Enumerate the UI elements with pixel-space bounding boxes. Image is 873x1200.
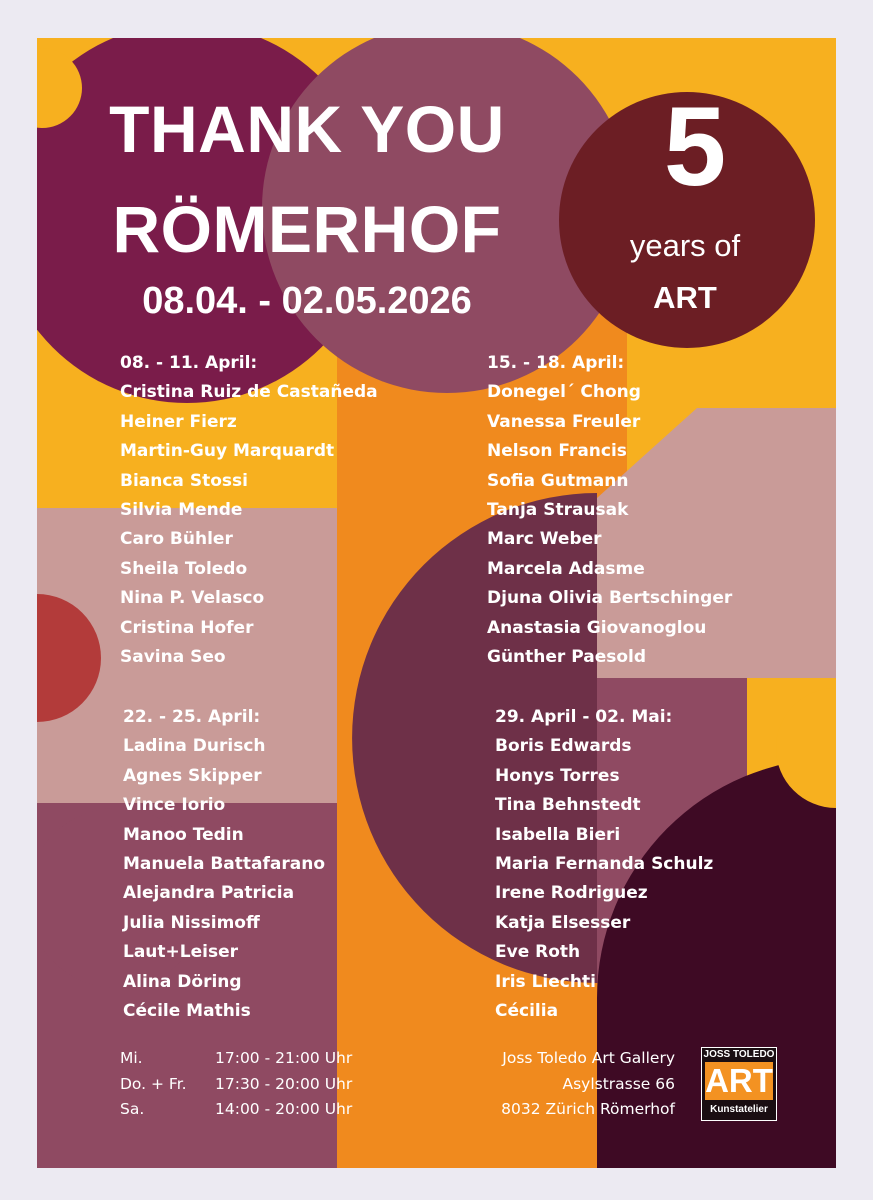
week-heading: 08. - 11. April: [120,353,258,373]
artist-name: Djuna Olivia Bertschinger [487,588,733,609]
artist-name: Tina Behnstedt [495,795,641,816]
artist-name: Anastasia Giovanoglou [487,617,707,638]
anniversary-line-1: years of [629,228,741,263]
hours-day: Do. + Fr. [120,1074,187,1093]
artist-name: Martin-Guy Marquardt [120,441,335,462]
artist-name: Alina Döring [123,971,242,992]
artist-name: Vince Iorio [123,795,226,816]
artist-name: Agnes Skipper [123,765,262,786]
week-4-list [495,703,713,1026]
artist-name: Savina Seo [120,646,226,667]
hours-day: Sa. [120,1100,145,1118]
event-dates: 08.04. - 02.05.2026 [142,280,472,322]
week-2-list [487,349,732,672]
artist-name: Bianca Stossi [120,470,248,491]
artist-name: Cécilia [495,1000,559,1021]
artist-name: Silvia Mende [120,499,243,520]
artist-name: Julia Nissimoff [123,912,260,933]
artist-name: Nina P. Velasco [120,588,265,609]
artist-name: Manoo Tedin [123,824,244,845]
artist-name: Alejandra Patricia [123,883,295,904]
artist-name: Maria Fernanda Schulz [495,853,714,874]
artist-name: Günther Paesold [487,646,647,667]
week-heading: 15. - 18. April: [487,353,625,373]
artist-name: Cristina Hofer [120,617,254,638]
anniversary-line-2: ART [653,280,717,315]
artist-name: Iris Liechti [495,971,596,992]
artist-name: Cristina Ruiz de Castañeda [120,382,378,403]
address-line: Asylstrasse 66 [562,1074,675,1093]
artist-name: Boris Edwards [495,736,632,757]
artist-name: Marcela Adasme [487,558,645,579]
title-line-2: RÖMERHOF [112,192,502,266]
event-poster [37,38,836,1168]
artist-name: Marc Weber [487,529,602,550]
logo-top-text: JOSS TOLEDO [703,1049,775,1060]
week-3-list [123,703,325,1026]
hours-row [120,1046,420,1072]
gallery-address [447,1046,675,1123]
artist-name: Cécile Mathis [123,1000,251,1021]
hours-time: 17:00 - 21:00 Uhr [215,1049,353,1067]
hours-time: 17:30 - 20:00 Uhr [215,1074,353,1093]
address-line: 8032 Zürich Römerhof [501,1100,675,1118]
artist-name: Isabella Bieri [495,824,621,845]
address-line: Joss Toledo Art Gallery [502,1049,675,1067]
hours-row [120,1097,420,1123]
anniversary-number: 5 [663,84,727,209]
artist-name: Katja Elsesser [495,912,631,933]
artist-name: Nelson Francis [487,441,627,462]
hours-day: Mi. [120,1049,143,1067]
artist-name: Sheila Toledo [120,558,248,579]
artist-name: Manuela Battafarano [123,853,325,874]
opening-hours [120,1046,420,1123]
artist-name: Donegel´ Chong [487,382,641,403]
artist-name: Honys Torres [495,765,620,786]
week-1-list [120,349,378,672]
logo-bottom-text: Kunstatelier [710,1104,768,1115]
artist-name: Sofia Gutmann [487,470,629,491]
week-heading: 29. April - 02. Mai: [495,707,673,727]
artist-name: Eve Roth [495,942,581,963]
artist-name: Laut+Leiser [123,942,238,963]
title-line-1: THANK YOU [109,92,505,166]
artist-name: Vanessa Freuler [487,411,641,432]
hours-row [120,1072,420,1098]
artist-name: Irene Rodriguez [495,883,648,904]
hours-time: 14:00 - 20:00 Uhr [215,1100,353,1118]
artist-name: Tanja Strausak [487,499,629,520]
gallery-logo [701,1047,777,1121]
week-heading: 22. - 25. April: [123,707,261,727]
logo-art-text: ART [705,1062,773,1099]
artist-name: Caro Bühler [120,529,233,550]
artist-name: Ladina Durisch [123,736,266,757]
artist-name: Heiner Fierz [120,411,237,432]
